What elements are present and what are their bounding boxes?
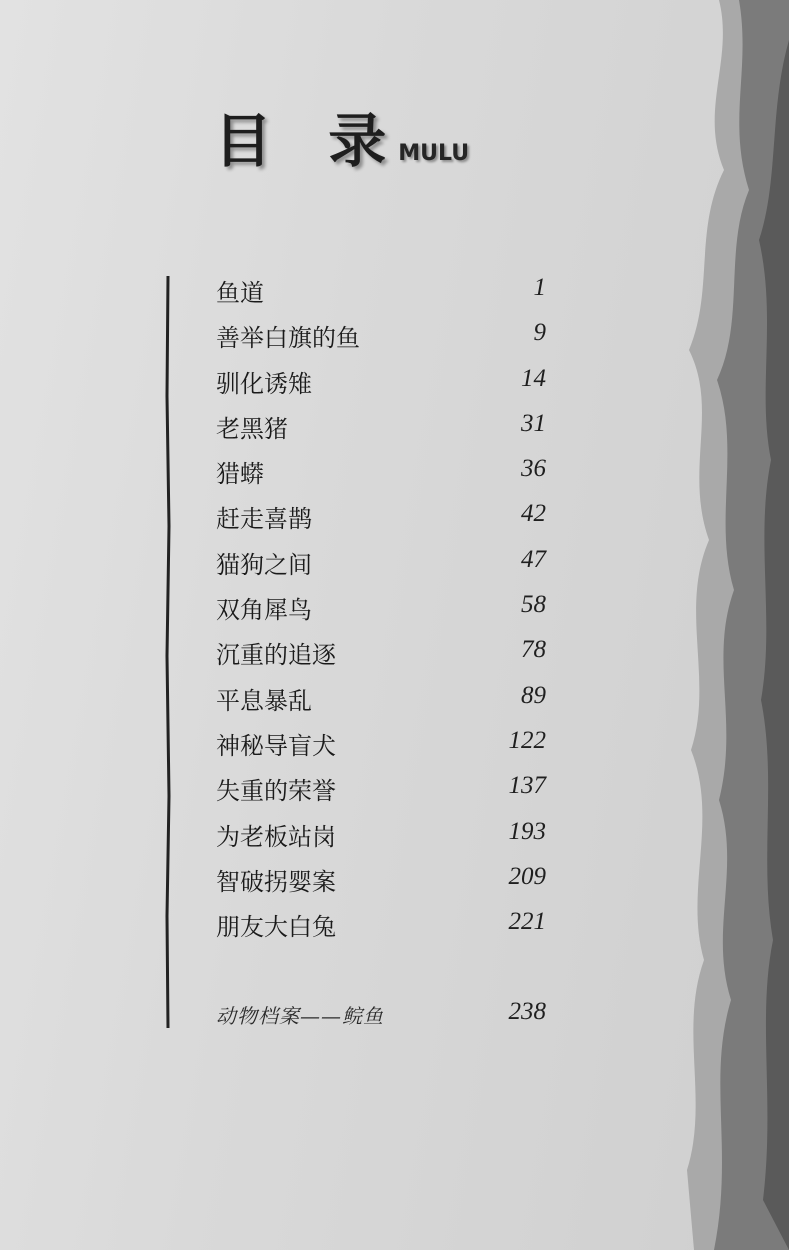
toc-entry[interactable] — [216, 769, 546, 814]
toc-entry-title: 为老板站岗 — [216, 822, 336, 851]
appendix-entry[interactable] — [216, 998, 546, 1032]
toc-entry-page: 31 — [521, 409, 546, 437]
toc-entry-page: 9 — [533, 319, 546, 347]
appendix-page: 238 — [508, 998, 546, 1025]
toc-entry-page: 1 — [533, 274, 546, 301]
toc-entry-title: 猎蟒 — [216, 460, 264, 489]
toc-entry[interactable] — [216, 543, 546, 588]
toc-entry-title: 神秘导盲犬 — [216, 731, 336, 760]
toc-entry[interactable] — [216, 588, 546, 633]
toc-entry-title: 失重的荣誉 — [216, 777, 336, 806]
toc-entry[interactable] — [216, 362, 546, 407]
toc-entry-page: 78 — [521, 636, 546, 664]
toc-entry[interactable] — [216, 815, 546, 860]
toc-entry-title: 双角犀鸟 — [216, 596, 312, 625]
toc-entry-title: 鱼道 — [216, 279, 264, 307]
toc-entry-page: 89 — [521, 681, 546, 709]
toc-entry-title: 老黑猪 — [216, 414, 288, 443]
toc-entry[interactable] — [216, 316, 546, 361]
toc-entry[interactable] — [216, 497, 546, 542]
toc-entry[interactable] — [216, 271, 546, 316]
toc-entry-title: 平息暴乱 — [216, 686, 312, 715]
appendix-title: 动物档案——鲩鱼 — [216, 1004, 384, 1028]
toc-entry-page: 14 — [521, 364, 546, 392]
toc-entry-title: 善举白旗的鱼 — [216, 324, 360, 353]
toc-entry-page: 137 — [508, 772, 546, 800]
toc-entry-title: 朋友大白兔 — [216, 913, 336, 942]
toc-entry[interactable] — [216, 407, 546, 452]
toc-entry-page: 36 — [521, 455, 546, 483]
toc-entry-title: 驯化诱雉 — [216, 369, 312, 398]
toc-entry[interactable] — [216, 633, 546, 678]
toc-entry[interactable] — [216, 860, 546, 905]
vertical-rule — [165, 276, 171, 1028]
toc-entry-title: 猫狗之间 — [216, 550, 312, 579]
toc-entry-page: 209 — [508, 862, 546, 890]
toc-title: 目 录 — [214, 107, 405, 175]
toc-entry-page: 193 — [508, 817, 546, 845]
toc-title-pinyin: MULU — [398, 141, 470, 166]
toc-entry-page: 58 — [521, 591, 546, 619]
toc-entry[interactable] — [216, 905, 546, 950]
toc-list — [216, 271, 546, 950]
toc-entry-page: 47 — [521, 545, 546, 573]
toc-entry-title: 沉重的追逐 — [216, 641, 336, 670]
toc-entry[interactable] — [216, 724, 546, 769]
toc-entry-title: 赶走喜鹊 — [216, 505, 312, 534]
toc-entry-page: 42 — [521, 500, 546, 528]
toc-entry-page: 221 — [508, 908, 546, 936]
toc-entry-page: 122 — [508, 726, 546, 754]
toc-heading — [214, 106, 469, 176]
toc-entry[interactable] — [216, 452, 546, 497]
toc-entry-title: 智破拐婴案 — [216, 867, 336, 896]
toc-entry[interactable] — [216, 679, 546, 724]
ink-border-decoration — [679, 0, 789, 1250]
